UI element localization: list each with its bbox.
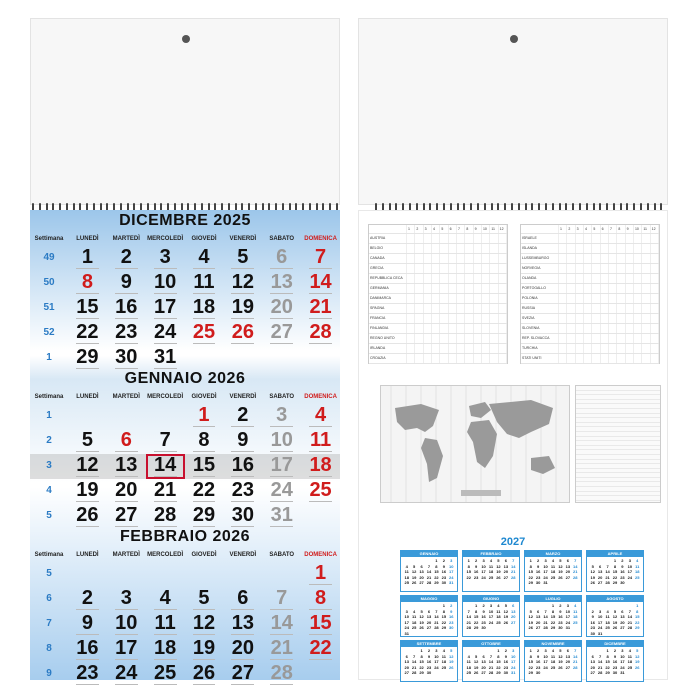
- date-cell: 21: [262, 637, 301, 662]
- date-cell: 8: [185, 429, 224, 454]
- holiday-table-row: FRANCIA: [369, 314, 507, 324]
- date-cell: 20: [262, 296, 301, 321]
- weekday-label: Settimana: [34, 552, 64, 558]
- mini-month-title: MAGGIO: [401, 596, 457, 602]
- right-calendar-header-sheet: [358, 18, 668, 205]
- date-cell: [185, 346, 224, 371]
- weekday-label: SABATO: [269, 552, 295, 558]
- weekday-label: GIOVEDÌ: [191, 236, 217, 242]
- date-cell: 9: [107, 271, 146, 296]
- today-date-cell: 14: [146, 454, 185, 479]
- date-cell: 17: [262, 454, 301, 479]
- date-cell: 6: [223, 587, 262, 612]
- day-grid: [30, 562, 340, 687]
- weekday-header: [30, 548, 340, 562]
- weekday-label: LUNEDÌ: [76, 236, 99, 242]
- week-number: 3: [46, 460, 52, 471]
- mini-month-grid: 1 2 3 4 5 6 7 8 9 10 11 12 13 14 15 16 17 18 19 20 21 22 23 24 25 26 27 28 29 30: [404, 648, 454, 675]
- mini-month-title: LUGLIO: [525, 596, 581, 602]
- date-cell: 1: [68, 246, 107, 271]
- date-cell: [301, 662, 340, 687]
- date-cell: 2: [223, 404, 262, 429]
- date-cell: 31: [262, 504, 301, 529]
- holiday-table-row: BELGIO: [369, 244, 507, 254]
- weekday-label: DOMENICA: [304, 236, 337, 242]
- mini-month: [586, 640, 644, 682]
- date-cell: [223, 562, 262, 587]
- mini-month-grid: 1 2 3 4 5 6 7 8 9 10 11 12 13 14 15 16 17 18 19 20 21 22 23 24 25 26 27 28 29 30: [528, 648, 578, 675]
- date-cell: 22: [185, 479, 224, 504]
- week-number: 8: [46, 643, 52, 654]
- holiday-table-row: TURCHIA: [521, 344, 659, 354]
- date-cell: 13: [262, 271, 301, 296]
- date-cell: 19: [185, 637, 224, 662]
- date-cell: 2: [107, 246, 146, 271]
- month-block: [30, 370, 340, 529]
- holiday-table-row: LUSSEMBURGO: [521, 254, 659, 264]
- date-cell: [146, 562, 185, 587]
- mini-month: [462, 595, 520, 637]
- date-cell: 31: [146, 346, 185, 371]
- date-cell: [68, 562, 107, 587]
- mini-month: [524, 640, 582, 682]
- day-grid: [30, 404, 340, 529]
- date-cell: 9: [223, 429, 262, 454]
- date-cell: 23: [223, 479, 262, 504]
- year-2027-title: 2027: [500, 536, 526, 548]
- date-cell: 26: [185, 662, 224, 687]
- date-cell: 27: [107, 504, 146, 529]
- mini-month: [400, 595, 458, 637]
- holiday-table-row: GRECIA: [369, 264, 507, 274]
- weekday-label: DOMENICA: [304, 394, 337, 400]
- date-cell: 15: [68, 296, 107, 321]
- date-cell: 5: [185, 587, 224, 612]
- week-number: 6: [46, 593, 52, 604]
- date-cell: 16: [107, 296, 146, 321]
- date-cell: 7: [146, 429, 185, 454]
- date-cell: 28: [262, 662, 301, 687]
- date-cell: 11: [146, 612, 185, 637]
- weekday-label: VENERDÌ: [229, 236, 257, 242]
- hanging-hole: [510, 35, 518, 43]
- mini-month-grid: 1 2 3 4 5 6 7 8 9 10 11 12 13 14 15 16 17 18 19 20 21 22 23 24 25 26 27 28 29 30 31: [404, 603, 454, 636]
- weekday-label: MARTEDÌ: [112, 394, 140, 400]
- date-cell: 28: [301, 321, 340, 346]
- date-cell: 10: [262, 429, 301, 454]
- date-cell: [301, 346, 340, 371]
- date-cell: 21: [146, 479, 185, 504]
- holiday-table-row: CROAZIA: [369, 354, 507, 364]
- holiday-table-row: OLANDA: [521, 274, 659, 284]
- date-cell: 1: [185, 404, 224, 429]
- date-cell: [223, 346, 262, 371]
- date-cell: 11: [301, 429, 340, 454]
- holiday-table-row: PORTOGALLO: [521, 284, 659, 294]
- date-cell: 5: [68, 429, 107, 454]
- holiday-table-row: ISRAELE: [521, 234, 659, 244]
- mini-month: [524, 595, 582, 637]
- mini-month-title: NOVEMBRE: [525, 641, 581, 647]
- date-cell: 24: [107, 662, 146, 687]
- holiday-table-row: DANIMARCA: [369, 294, 507, 304]
- date-cell: 26: [68, 504, 107, 529]
- date-cell: 26: [223, 321, 262, 346]
- mini-month-title: AGOSTO: [587, 596, 643, 602]
- date-cell: 9: [68, 612, 107, 637]
- holiday-table-row: IRLANDA: [369, 344, 507, 354]
- weekday-label: Settimana: [34, 236, 64, 242]
- weekday-label: Settimana: [34, 394, 64, 400]
- week-number: 7: [46, 618, 52, 629]
- mini-month-title: MARZO: [525, 551, 581, 557]
- weekday-label: LUNEDÌ: [76, 552, 99, 558]
- week-number: 51: [43, 302, 55, 313]
- date-cell: 16: [223, 454, 262, 479]
- week-number: 50: [43, 277, 55, 288]
- date-cell: 13: [107, 454, 146, 479]
- holiday-table-row: GERMANIA: [369, 284, 507, 294]
- week-number: 1: [46, 410, 52, 421]
- world-time-zone-map: [380, 385, 570, 503]
- date-cell: 25: [185, 321, 224, 346]
- date-cell: 17: [107, 637, 146, 662]
- date-cell: 13: [223, 612, 262, 637]
- date-cell: 16: [68, 637, 107, 662]
- date-cell: 22: [301, 637, 340, 662]
- left-calendar-header-sheet: [30, 18, 340, 205]
- date-cell: 18: [301, 454, 340, 479]
- weekday-label: MERCOLEDÌ: [147, 552, 184, 558]
- holiday-table-row: RUSSIA: [521, 304, 659, 314]
- holiday-table-row: POLONIA: [521, 294, 659, 304]
- mini-month: [462, 550, 520, 592]
- mini-month-title: GIUGNO: [463, 596, 519, 602]
- holiday-table-row: REPUBBLICA CECA: [369, 274, 507, 284]
- date-cell: 20: [223, 637, 262, 662]
- mini-month-grid: 1 2 3 4 5 6 7 8 9 10 11 12 13 14 15 16 17 18 19 20 21 22 23 24 25 26 27 28 29 30 31: [404, 558, 454, 585]
- holiday-table-row: SLOVENIA: [521, 324, 659, 334]
- date-cell: 19: [68, 479, 107, 504]
- date-cell: 18: [185, 296, 224, 321]
- date-cell: 22: [68, 321, 107, 346]
- holiday-table-row: STATI UNITI: [521, 354, 659, 364]
- mini-month: [400, 640, 458, 682]
- date-cell: 1: [301, 562, 340, 587]
- date-cell: 30: [107, 346, 146, 371]
- date-cell: 28: [146, 504, 185, 529]
- weekday-header: [30, 232, 340, 246]
- holiday-table-row: SVEZIA: [521, 314, 659, 324]
- date-cell: 29: [68, 346, 107, 371]
- hanging-hole: [182, 35, 190, 43]
- date-cell: [262, 346, 301, 371]
- weekday-label: SABATO: [269, 236, 295, 242]
- date-cell: 5: [223, 246, 262, 271]
- holiday-table-row: FINLANDIA: [369, 324, 507, 334]
- weekday-header: [30, 390, 340, 404]
- holiday-table-row: ISLANDA: [521, 244, 659, 254]
- date-cell: 12: [223, 271, 262, 296]
- mini-month-grid: 1 2 3 4 5 6 7 8 9 10 11 12 13 14 15 16 17 18 19 20 21 22 23 24 25 26 27 28 29 30: [466, 603, 516, 630]
- date-cell: 27: [223, 662, 262, 687]
- weekday-label: MARTEDÌ: [112, 236, 140, 242]
- date-cell: [107, 562, 146, 587]
- weekday-label: GIOVEDÌ: [191, 394, 217, 400]
- holiday-table-row: CANADA: [369, 254, 507, 264]
- holiday-table-row: NORVEGIA: [521, 264, 659, 274]
- week-number: 2: [46, 435, 52, 446]
- mini-month-grid: 1 2 3 4 5 6 7 8 9 10 11 12 13 14 15 16 17 18 19 20 21 22 23 24 25 26 27 28 29 30 31: [590, 603, 640, 636]
- holiday-table-left: [368, 224, 508, 364]
- week-number: 49: [43, 252, 55, 263]
- date-cell: 4: [185, 246, 224, 271]
- week-number: 1: [46, 352, 52, 363]
- week-number: 52: [43, 327, 55, 338]
- date-cell: 14: [262, 612, 301, 637]
- date-cell: 4: [301, 404, 340, 429]
- date-cell: 8: [301, 587, 340, 612]
- date-cell: 12: [185, 612, 224, 637]
- date-cell: 18: [146, 637, 185, 662]
- date-cell: 23: [68, 662, 107, 687]
- weekday-label: VENERDÌ: [229, 394, 257, 400]
- weekday-label: SABATO: [269, 394, 295, 400]
- date-cell: 24: [146, 321, 185, 346]
- holiday-table-header: 1 2 3 4 5 6 7 8 9 10 11 12: [521, 225, 659, 234]
- mini-month-title: APRILE: [587, 551, 643, 557]
- weekday-label: LUNEDÌ: [76, 394, 99, 400]
- day-grid: [30, 246, 340, 371]
- mini-month: [462, 640, 520, 682]
- month-title: FEBBRAIO 2026: [119, 528, 251, 545]
- week-number: 9: [46, 668, 52, 679]
- date-cell: 10: [107, 612, 146, 637]
- holiday-table-row: REP. SLOVACCA: [521, 334, 659, 344]
- date-cell: 24: [262, 479, 301, 504]
- mini-month-grid: 1 2 3 4 5 6 7 8 9 10 11 12 13 14 15 16 17 18 19 20 21 22 23 24 25 26 27 28 29 30 31: [528, 558, 578, 585]
- weekday-label: MARTEDÌ: [112, 552, 140, 558]
- mini-month: [400, 550, 458, 592]
- holiday-table-header: 1 2 3 4 5 6 7 8 9 10 11 12: [369, 225, 507, 234]
- date-cell: 10: [146, 271, 185, 296]
- mini-month-title: FEBBRAIO: [463, 551, 519, 557]
- date-cell: 7: [262, 587, 301, 612]
- date-cell: 3: [146, 246, 185, 271]
- date-cell: [262, 562, 301, 587]
- date-cell: 21: [301, 296, 340, 321]
- mini-month: [586, 550, 644, 592]
- date-cell: 14: [301, 271, 340, 296]
- date-cell: 15: [185, 454, 224, 479]
- date-cell: 8: [68, 271, 107, 296]
- date-cell: 3: [107, 587, 146, 612]
- date-cell: 27: [262, 321, 301, 346]
- weekday-label: DOMENICA: [304, 552, 337, 558]
- mini-month-grid: 1 2 3 4 5 6 7 8 9 10 11 12 13 14 15 16 17 18 19 20 21 22 23 24 25 26 27 28 29 30 31: [528, 603, 578, 630]
- mini-month-title: GENNAIO: [401, 551, 457, 557]
- mini-month: [524, 550, 582, 592]
- date-cell: 3: [262, 404, 301, 429]
- week-number: 5: [46, 568, 52, 579]
- date-cell: [107, 404, 146, 429]
- date-cell: 30: [223, 504, 262, 529]
- date-cell: 2: [68, 587, 107, 612]
- world-map-illustration: [381, 386, 570, 503]
- date-cell: 23: [107, 321, 146, 346]
- month-block: [30, 528, 340, 687]
- date-cell: 29: [185, 504, 224, 529]
- mini-month: [586, 595, 644, 637]
- holiday-table-row: SPAGNA: [369, 304, 507, 314]
- time-zone-row: [576, 496, 660, 501]
- date-cell: 7: [301, 246, 340, 271]
- holiday-table-row: REGNO UNITO: [369, 334, 507, 344]
- week-number: 4: [46, 485, 52, 496]
- date-cell: 17: [146, 296, 185, 321]
- date-cell: [68, 404, 107, 429]
- date-cell: 6: [107, 429, 146, 454]
- date-cell: [185, 562, 224, 587]
- date-cell: [146, 404, 185, 429]
- month-title: GENNAIO 2026: [124, 370, 246, 387]
- holiday-table-row: AUSTRIA: [369, 234, 507, 244]
- date-cell: 6: [262, 246, 301, 271]
- left-month-blocks: [30, 212, 340, 684]
- date-cell: 4: [146, 587, 185, 612]
- mini-month-grid: 1 2 3 4 5 6 7 8 9 10 11 12 13 14 15 16 17 18 19 20 21 22 23 24 25 26 27 28 29 30 31: [466, 648, 516, 675]
- time-zone-city-list: [575, 385, 661, 503]
- date-cell: 25: [146, 662, 185, 687]
- mini-month-grid: 1 2 3 4 5 6 7 8 9 10 11 12 13 14 15 16 17 18 19 20 21 22 23 24 25 26 27 28: [466, 558, 516, 580]
- mini-month-title: DICEMBRE: [587, 641, 643, 647]
- mini-month-grid: 1 2 3 4 5 6 7 8 9 10 11 12 13 14 15 16 17 18 19 20 21 22 23 24 25 26 27 28 29 30: [590, 558, 640, 585]
- mini-month-title: SETTEMBRE: [401, 641, 457, 647]
- week-number: 5: [46, 510, 52, 521]
- date-cell: 25: [301, 479, 340, 504]
- date-cell: [301, 504, 340, 529]
- date-cell: 12: [68, 454, 107, 479]
- mini-month-grid: 1 2 3 4 5 6 7 8 9 10 11 12 13 14 15 16 17 18 19 20 21 22 23 24 25 26 27 28 29 30 31: [590, 648, 640, 675]
- weekday-label: GIOVEDÌ: [191, 552, 217, 558]
- month-block: [30, 212, 340, 371]
- date-cell: 19: [223, 296, 262, 321]
- weekday-label: MERCOLEDÌ: [147, 394, 184, 400]
- month-title: DICEMBRE 2025: [119, 212, 251, 229]
- date-cell: 20: [107, 479, 146, 504]
- date-cell: 11: [185, 271, 224, 296]
- date-cell: 15: [301, 612, 340, 637]
- weekday-label: MERCOLEDÌ: [147, 236, 184, 242]
- holiday-table-right: [520, 224, 660, 364]
- weekday-label: VENERDÌ: [229, 552, 257, 558]
- mini-month-title: OTTOBRE: [463, 641, 519, 647]
